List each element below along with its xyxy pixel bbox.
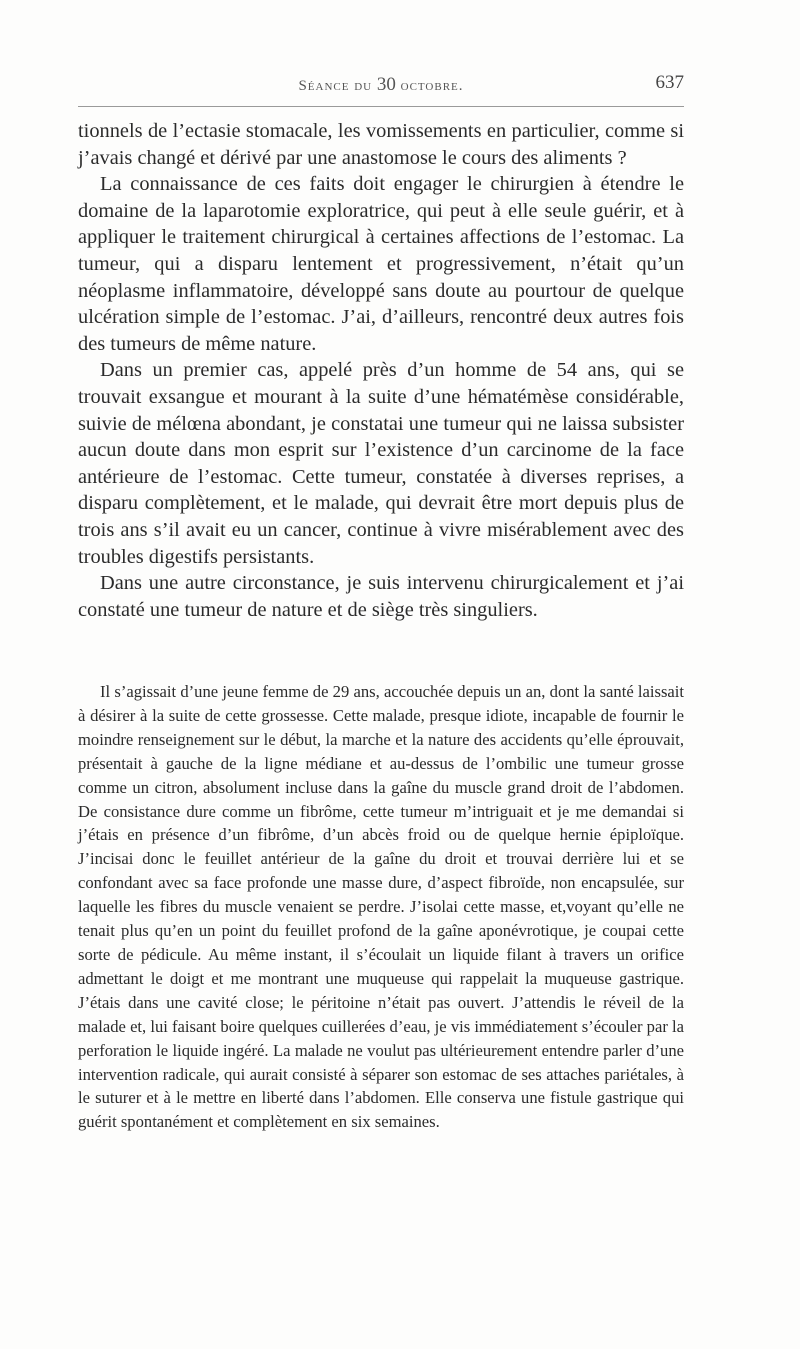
running-title-suffix: octobre.: [395, 78, 464, 94]
paragraph-first-case: Dans un premier cas, appelé près d’un homme de 54 ans, qui se trouvait exsangue et mourant à la suite d’une hématémèse considérable, suivie de mélœna abondant, je constatai une tumeur qui ne laissa subsister aucun doute dans mon esprit sur l’existence d’un carcinome de la face antérieure de l’estomac. Cette tumeur, constatée à diverses reprises, a disparu complètement, et le malade, qui devrait être mort depuis plus de trois ans s’il avait eu un cancer, continue à vivre misérablement avec des troubles digestifs persistants.: [78, 359, 684, 568]
paragraph-laparotomy: La connaissance de ces faits doit engager le chirurgien à étendre le domaine de la laparotomie exploratrice, qui peut à elle seule guérir, et à appliquer le traitement chirurgical à certaines affections de l’estomac. La tumeur, qui a disparu lentement et progressivement, n’était qu’un néoplasme inflammatoire, développé sans doute au pourtour de quelque ulcération simple de l’estomac. J’ai, d’ailleurs, rencontré deux autres fois des tumeurs de même nature.: [78, 173, 684, 355]
case-report: [78, 680, 684, 1134]
running-title-prefix: Séance du: [298, 78, 377, 94]
running-title: [78, 74, 684, 96]
paragraph-continued: tionnels de l’ectasie stomacale, les vomissements en particulier, comme si j’avais changé et dérivé par une anastomose le cours des aliments ?: [78, 120, 684, 169]
running-title-day: 30: [376, 74, 396, 95]
page-number: 637: [655, 72, 684, 93]
page-header: [78, 72, 684, 102]
header-rule: [78, 106, 684, 107]
paragraph-second-case-intro: Dans une autre circonstance, je suis intervenu chirurgicalement et j’ai constaté une tumeur de nature et de siège très singuliers.: [78, 572, 684, 621]
paragraph-case-details: Il s’agissait d’une jeune femme de 29 ans, accouchée depuis un an, dont la santé laissait à désirer à la suite de cette grossesse. Cette malade, presque idiote, incapable de fournir le moindre renseignement sur le début, la marche et la nature des accidents qu’elle éprouvait, présentait à gauche de la ligne médiane et au-dessus de l’ombilic une tumeur grosse comme un citron, absolument incluse dans la gaîne du muscle grand droit de l’abdomen. De consistance dure comme un fibrôme, cette tumeur m’intriguait et je me demandai si j’étais en présence d’un fibrôme, d’un abcès froid ou de quelque hernie épiploïque. J’incisai donc le feuillet antérieur de la gaîne du droit et trouvai derrière lui et se confondant avec sa face profonde une masse dure, d’aspect fibroïde, non encapsulée, sur laquelle les fibres du muscle venaient se perdre. J’isolai cette masse, et,voyant qu’elle ne tenait plus qu’en un point du feuillet profond de la gaîne aponévrotique, je coupai cette sorte de pédicule. Au même instant, il s’écoulait un liquide filant à travers un orifice admettant le doigt et me montrant une muqueuse qui rappelait la muqueuse gastrique. J’étais dans une cavité close; le péritoine n’était pas ouvert. J’attendis le réveil de la malade et, lui faisant boire quelques cuillerées d’eau, je vis immédiatement s’écouler par la perforation le liquide ingéré. La malade ne voulut pas ultérieurement entendre parler d’une intervention radicale, qui aurait consisté à séparer son estomac de ses attaches pariétales, à le suturer et à le mettre en liberté dans l’abdomen. Elle conserva une fistule gastrique qui guérit spontanément et complètement en six semaines.: [78, 682, 684, 1132]
main-text: [78, 118, 684, 623]
